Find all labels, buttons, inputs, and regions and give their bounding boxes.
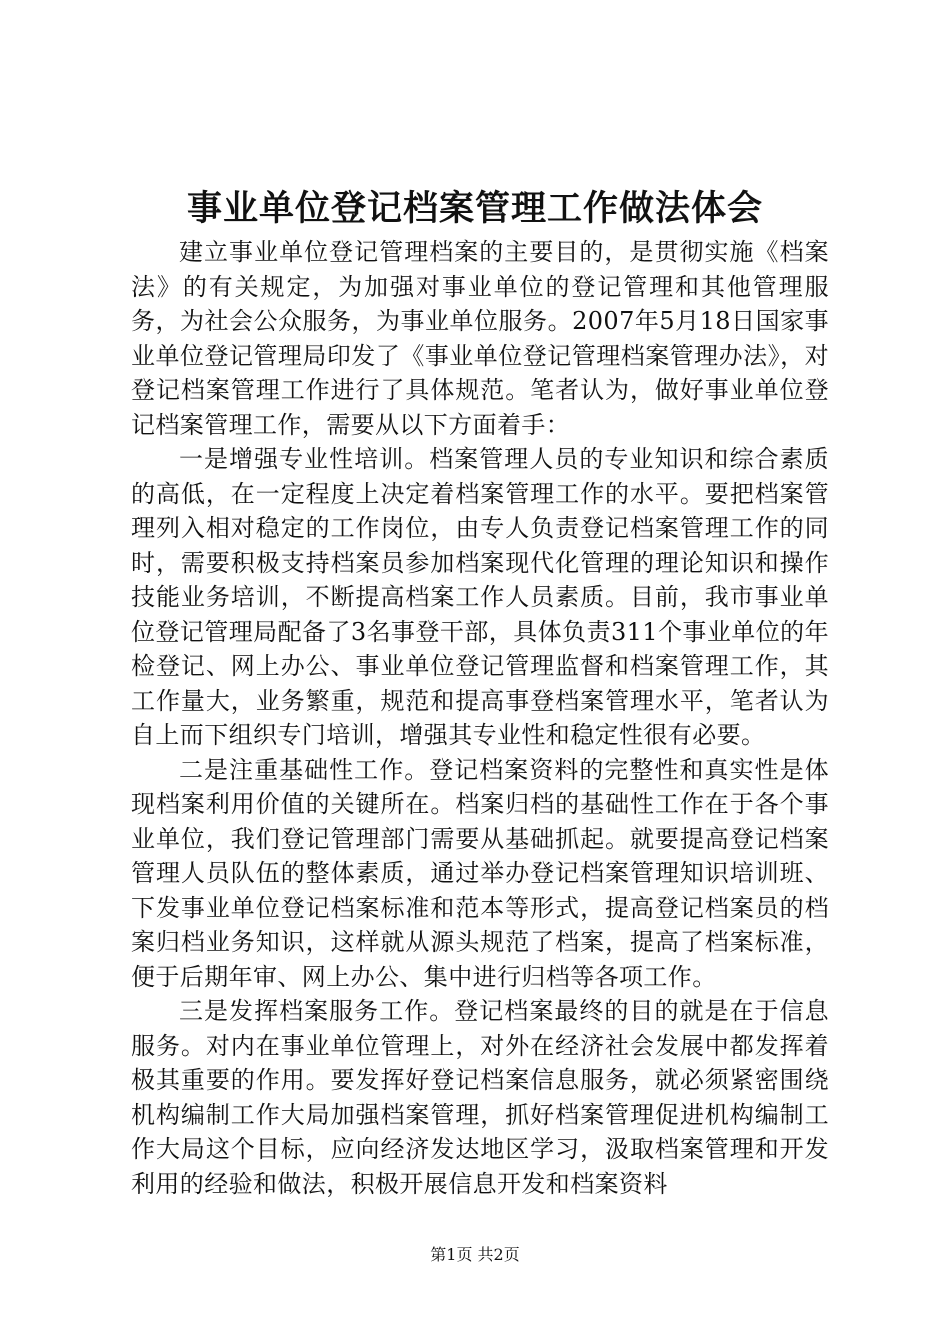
paragraph-point-3: 三是发挥档案服务工作。登记档案最终的目的就是在于信息服务。对内在事业单位管理上，对外在经济社会发展中都发挥着极其重要的作用。要发挥好登记档案信息服务，就必须紧密围绕机构编制工作大局加强档案管理，抓好档案管理促进机构编制工作大局这个目标，应向经济发达地区学习，汲取档案管理和开发利用的经验和做法，积极开展信息开发和档案资料 (131, 997, 829, 1198)
document-body (131, 235, 829, 1201)
paragraph-intro: 建立事业单位登记管理档案的主要目的，是贯彻实施《档案法》的有关规定，为加强对事业单位的登记管理和其他管理服务，为社会公众服务，为事业单位服务。2007年5月18日国家事业单位登记管理局印发了《事业单位登记管理档案管理办法》，对登记档案管理工作进行了具体规范。笔者认为，做好事业单位登记档案管理工作，需要从以下方面着手： (131, 238, 829, 439)
document-title: 事业单位登记档案管理工作做法体会 (186, 188, 763, 229)
page-number-label: 第1页 共2页 (430, 1245, 520, 1264)
page-footer (0, 1244, 950, 1266)
paragraph-point-1: 一是增强专业性培训。档案管理人员的专业知识和综合素质的高低，在一定程度上决定着档案管理工作的水平。要把档案管理列入相对稳定的工作岗位，由专人负责登记档案管理工作的同时，需要积极支持档案员参加档案现代化管理的理论知识和操作技能业务培训，不断提高档案工作人员素质。目前，我市事业单位登记管理局配备了3名事登干部，具体负责311个事业单位的年检登记、网上办公、事业单位登记管理监督和档案管理工作，其工作量大，业务繁重，规范和提高事登档案管理水平，笔者认为自上而下组织专门培训，增强其专业性和稳定性很有必要。 (131, 445, 829, 749)
paragraph-point-2: 二是注重基础性工作。登记档案资料的完整性和真实性是体现档案利用价值的关键所在。档案归档的基础性工作在于各个事业单位，我们登记管理部门需要从基础抓起。就要提高登记档案管理人员队伍的整体素质，通过举办登记档案管理知识培训班、下发事业单位登记档案标准和范本等形式，提高登记档案员的档案归档业务知识，这样就从源头规范了档案，提高了档案标准，便于后期年审、网上办公、集中进行归档等各项工作。 (131, 755, 829, 991)
